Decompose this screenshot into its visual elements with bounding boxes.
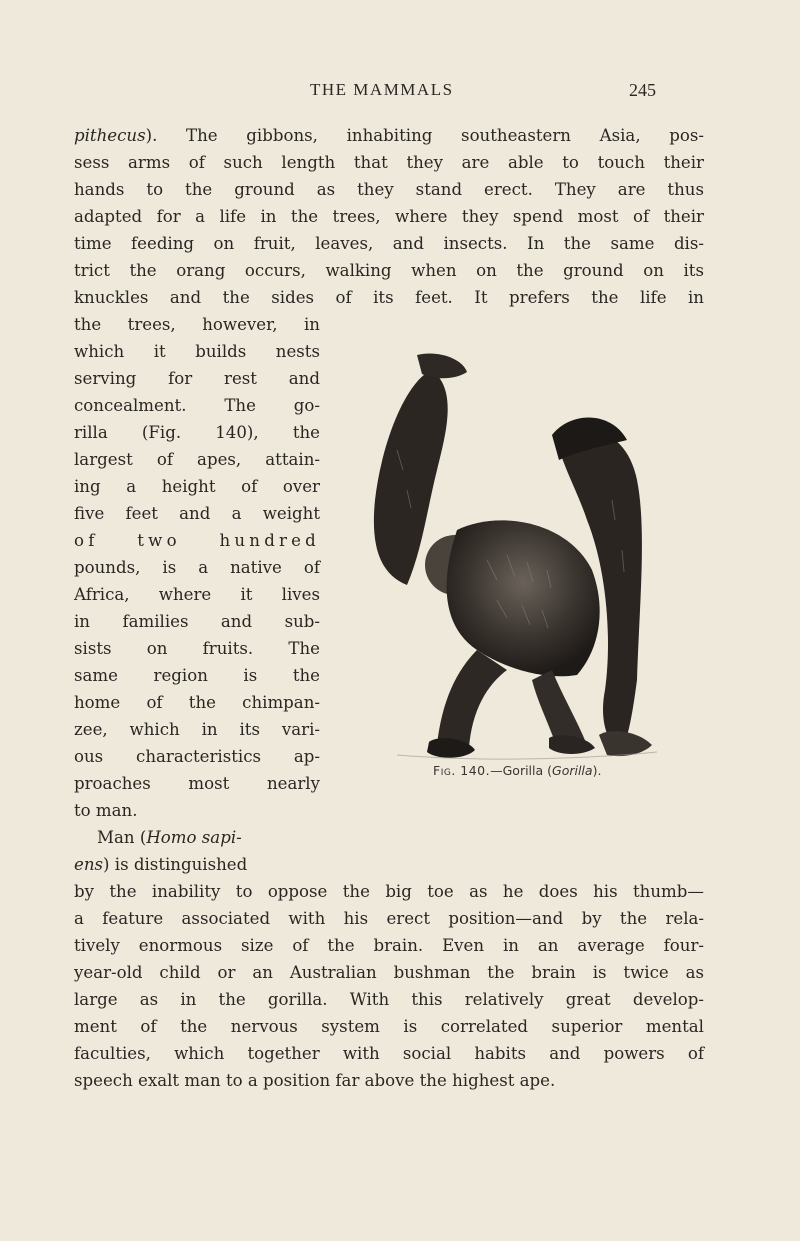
text-line: tively enormous size of the brain. Even in an average four- xyxy=(74,936,704,955)
text-line: trict the orang occurs, walking when on the ground on its xyxy=(74,261,704,280)
text-line: same region is the xyxy=(74,666,320,685)
text-line: ous characteristics ap- xyxy=(74,747,320,766)
figure-caption: Fig. 140.—Gorilla (Gorilla). xyxy=(433,763,602,778)
text-line: by the inability to oppose the big toe as he does his thumb— xyxy=(74,882,704,901)
text-line: ens) is distinguished xyxy=(74,855,248,874)
text-line: in families and sub- xyxy=(74,612,320,631)
text-line: a feature associated with his erect position—and by the rela- xyxy=(74,909,704,928)
text-line: sess arms of such length that they are able to touch their xyxy=(74,153,704,172)
text-line: Man (Homo sapi- xyxy=(97,828,242,847)
text-line: large as in the gorilla. With this relatively great develop- xyxy=(74,990,704,1009)
text-line: the trees, however, in xyxy=(74,315,320,334)
text-line: adapted for a life in the trees, where they spend most of their xyxy=(74,207,704,226)
text-line: ing a height of over xyxy=(74,477,320,496)
text-line: serving for rest and xyxy=(74,369,320,388)
text-line: concealment. The go- xyxy=(74,396,320,415)
text-line: year-old child or an Australian bushman the brain is twice as xyxy=(74,963,704,982)
text-line: zee, which in its vari- xyxy=(74,720,320,739)
text-line: time feeding on fruit, leaves, and insects. In the same dis- xyxy=(74,234,704,253)
text-line: proaches most nearly xyxy=(74,774,320,793)
text-line: ment of the nervous system is correlated superior mental xyxy=(74,1017,704,1036)
text-line: speech exalt man to a position far above the highest ape. xyxy=(74,1071,556,1090)
text-line: largest of apes, attain- xyxy=(74,450,320,469)
text-line: of two hundred xyxy=(74,531,320,550)
text-line: Africa, where it lives xyxy=(74,585,320,604)
text-line: five feet and a weight xyxy=(74,504,320,523)
text-line: which it builds nests xyxy=(74,342,320,361)
text-line: rilla (Fig. 140), the xyxy=(74,423,320,442)
running-head-title: THE MAMMALS xyxy=(310,80,454,99)
text-line: sists on fruits. The xyxy=(74,639,320,658)
text-line: pounds, is a native of xyxy=(74,558,320,577)
text-line: pithecus). The gibbons, inhabiting southeastern Asia, pos- xyxy=(74,126,704,145)
text-line: to man. xyxy=(74,801,138,820)
running-head xyxy=(0,80,800,104)
text-line: hands to the ground as they stand erect. They are thus xyxy=(74,180,704,199)
page-number: 245 xyxy=(629,80,656,100)
text-line: home of the chimpan- xyxy=(74,693,320,712)
text-line: knuckles and the sides of its feet. It prefers the life in xyxy=(74,288,704,307)
text-line: faculties, which together with social habits and powers of xyxy=(74,1044,704,1063)
gorilla-illustration xyxy=(337,350,667,770)
